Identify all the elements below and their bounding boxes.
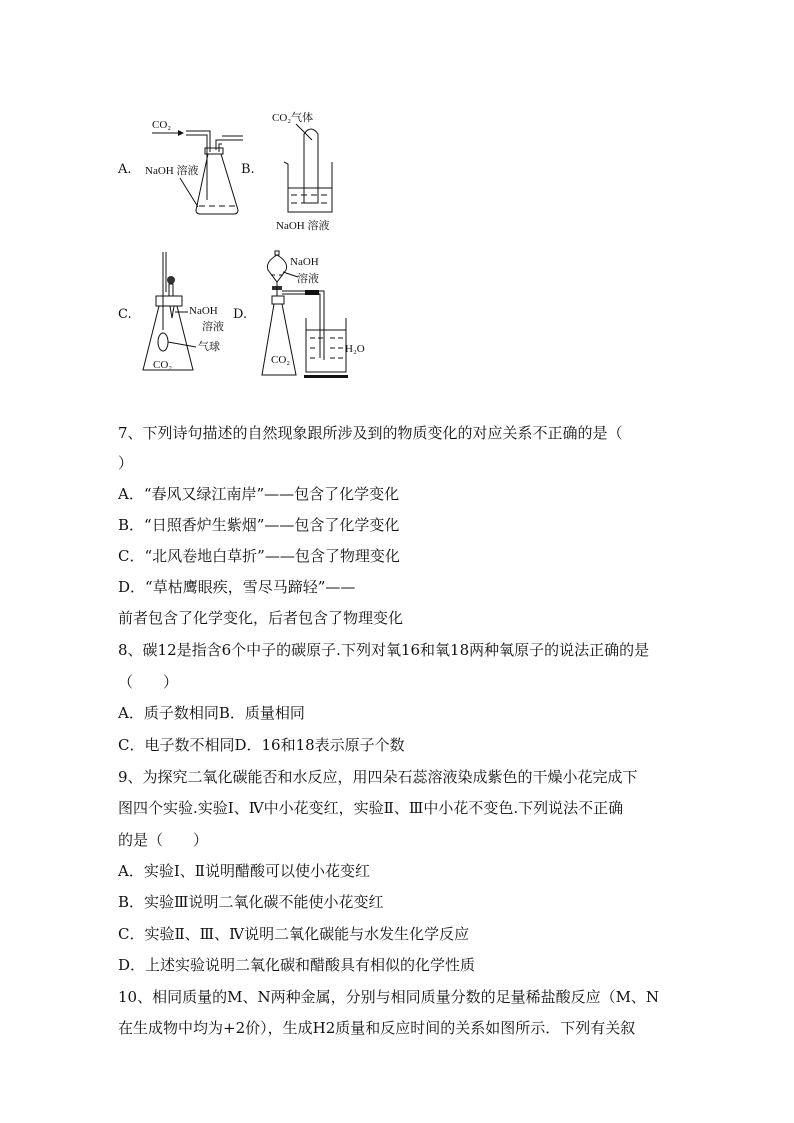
q8-stem: 8、碳12是指含6个中子的碳原子.下列对氧16和氧18两种氧原子的说法正确的是: [118, 641, 650, 659]
figure-c-gas: CO₂: [153, 359, 173, 371]
figure-b-solution: NaOH 溶液: [276, 220, 330, 232]
figure-a-solution: NaOH 溶液: [145, 165, 199, 177]
q10-stem-2: 在生成物中均为+2价），生成H2质量和反应时间的关系如图所示．下列有关叙: [118, 1019, 636, 1037]
figure-c-solution-1: NaOH: [189, 305, 218, 317]
figure-b-gas: CO₂气体: [272, 112, 314, 124]
q8-option-cd: C．电子数不相同D．16和18表示原子个数: [118, 736, 405, 754]
q7-option-c: C．“北风卷地白草折”——包含了物理变化: [118, 547, 400, 565]
figure-d-solution-1: NaOH: [290, 256, 319, 268]
option-d-label: D.: [233, 307, 248, 322]
q7-option-d: D．“草枯鹰眼疾，雪尽马蹄轻”——: [118, 578, 356, 596]
option-b-label: B.: [241, 162, 255, 177]
option-a-label: A.: [118, 162, 132, 177]
q7-option-d-cont: 前者包含了化学变化，后者包含了物理变化: [118, 609, 404, 627]
q9-stem-2: 图四个实验.实验Ⅰ、Ⅳ中小花变红，实验Ⅱ、Ⅲ中小花不变色.下列说法不正确: [118, 799, 624, 817]
q10-stem-1: 10、相同质量的M、N两种金属，分别与相同质量分数的足量稀盐酸反应（M、N: [118, 988, 660, 1006]
q8-option-ab: A．质子数相同B．质量相同: [118, 704, 305, 722]
figure-a-gas: CO₂: [152, 119, 172, 131]
q9-option-a: A．实验Ⅰ、Ⅱ说明醋酸可以使小花变红: [118, 862, 370, 880]
figure-d-solution-2: 溶液: [297, 273, 319, 285]
q8-stem-end: （ ）: [118, 673, 179, 691]
q9-option-b: B．实验Ⅲ说明二氧化碳不能使小花变红: [118, 893, 384, 911]
figure-c-balloon: 气球: [198, 341, 220, 353]
option-c-label: C.: [118, 307, 132, 322]
figure-d-gas: CO₂: [271, 354, 291, 366]
q9-option-c: C．实验Ⅱ、Ⅲ、Ⅳ说明二氧化碳能与水发生化学反应: [118, 925, 470, 943]
q7-option-a: A．“春风又绿江南岸”——包含了化学变化: [118, 485, 400, 503]
q9-stem-1: 9、为探究二氧化碳能否和水反应，用四朵石蕊溶液染成紫色的干燥小花完成下: [118, 768, 638, 786]
q9-option-d: D．上述实验说明二氧化碳和醋酸具有相似的化学性质: [118, 956, 476, 974]
q9-stem-3: 的是（ ）: [118, 831, 209, 849]
figure-c-solution-2: 溶液: [202, 321, 224, 333]
q7-option-b: B．“日照香炉生紫烟”——包含了化学变化: [118, 516, 400, 534]
q7-stem: 7、下列诗句描述的自然现象跟所涉及到的物质变化的对应关系不正确的是（: [118, 424, 623, 442]
q7-stem-end: ）: [118, 454, 134, 472]
figure-d-water: H₂O: [345, 343, 365, 355]
